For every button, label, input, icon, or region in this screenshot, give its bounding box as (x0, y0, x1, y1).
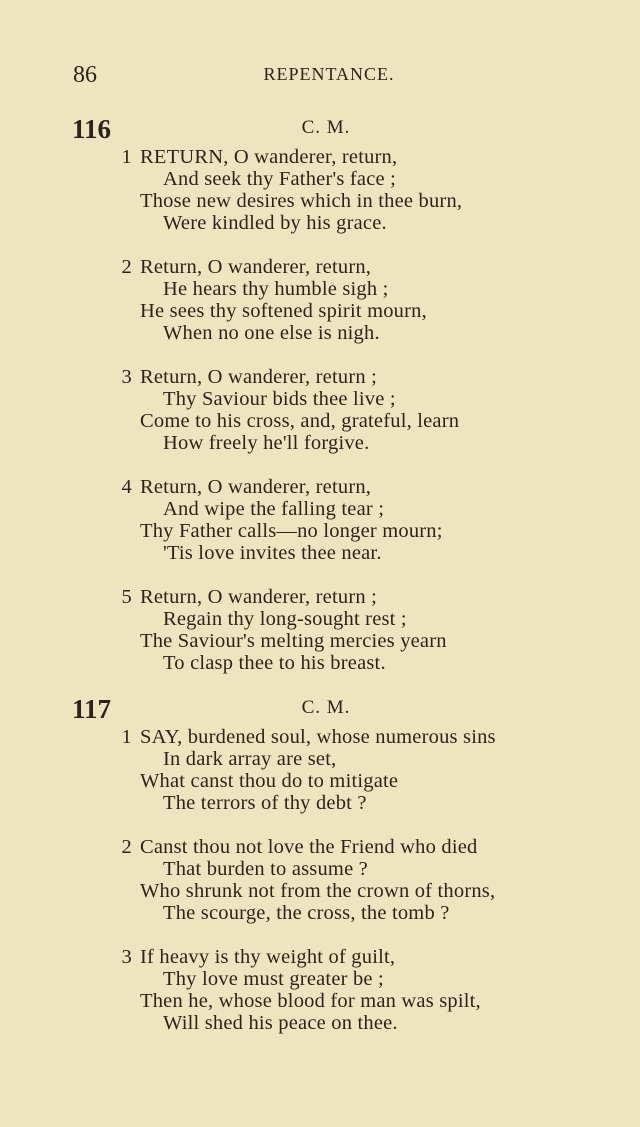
verse-line (0, 652, 640, 674)
verse-line-text: He hears thy humble sigh ; (163, 278, 389, 300)
verse-line (0, 1012, 640, 1034)
verse-line (0, 902, 640, 924)
verse (0, 146, 640, 234)
verse-line (0, 256, 640, 278)
verse-line-text: How freely he'll forgive. (163, 432, 370, 454)
verse-line (0, 168, 640, 190)
verse (0, 366, 640, 454)
verse-number: 5 (121, 586, 132, 608)
verse-line-text: The Saviour's melting mercies yearn (140, 630, 447, 652)
running-title: REPENTANCE. (263, 64, 395, 84)
verse-line (0, 520, 640, 542)
verse-number: 2 (121, 256, 132, 278)
verse-line-text: Regain thy long-sought rest ; (163, 608, 407, 630)
verse-line-text: Come to his cross, and, grateful, learn (140, 410, 460, 432)
verse-line-text: Then he, whose blood for man was spilt, (140, 990, 481, 1012)
verse-line-text: The terrors of thy debt ? (163, 792, 367, 814)
verse-line (0, 586, 640, 608)
verse-line (0, 278, 640, 300)
verse (0, 946, 640, 1034)
verse-line-text: 'Tis love invites thee near. (163, 542, 382, 564)
verse-line (0, 968, 640, 990)
verse-line (0, 190, 640, 212)
verse-line-text: Thy love must greater be ; (163, 968, 384, 990)
verse-line (0, 498, 640, 520)
hymn-meter: C. M. (301, 117, 351, 138)
verse-line-text: Return, O wanderer, return ; (140, 586, 378, 608)
verse-line-text: Will shed his peace on thee. (163, 1012, 398, 1034)
verse-line (0, 146, 640, 168)
verse-line-text: SAY, burdened soul, whose numerous sins (140, 726, 496, 748)
verse-line-text: Those new desires which in thee burn, (140, 190, 463, 212)
verse-line (0, 946, 640, 968)
verse-line (0, 432, 640, 454)
hymn-117 (0, 690, 640, 1056)
verse (0, 586, 640, 674)
verse-line-text: Who shrunk not from the crown of thorns, (140, 880, 496, 902)
hymn-number: 116 (72, 114, 112, 144)
verse-line (0, 792, 640, 814)
verse-line (0, 990, 640, 1012)
verse-line (0, 476, 640, 498)
verse-number: 3 (121, 366, 132, 388)
verse-line-text: Canst thou not love the Friend who died (140, 836, 478, 858)
verse (0, 726, 640, 814)
hymn-meter: C. M. (301, 697, 351, 718)
verse-line-text: If heavy is thy weight of guilt, (140, 946, 396, 968)
hymn-number: 117 (72, 694, 112, 724)
verse-line-text: Return, O wanderer, return ; (140, 366, 378, 388)
verse (0, 836, 640, 924)
verse-number: 3 (121, 946, 132, 968)
verse-number: 2 (121, 836, 132, 858)
verse-line-text: In dark array are set, (163, 748, 337, 770)
verse-line (0, 322, 640, 344)
verse-line (0, 630, 640, 652)
verse-line (0, 748, 640, 770)
verse-line-text: Thy Father calls—no longer mourn; (140, 520, 443, 542)
verse-line (0, 726, 640, 748)
verse-line (0, 608, 640, 630)
verse (0, 476, 640, 564)
verse-line (0, 300, 640, 322)
verse-line-text: To clasp thee to his breast. (163, 652, 386, 674)
verse-line (0, 212, 640, 234)
hymn-header (0, 110, 640, 146)
verse-line (0, 388, 640, 410)
verse-line (0, 858, 640, 880)
verse-line-text: And seek thy Father's face ; (163, 168, 397, 190)
hymn-header (0, 690, 640, 726)
verse-line-text: RETURN, O wanderer, return, (140, 146, 398, 168)
verse-line-text: The scourge, the cross, the tomb ? (163, 902, 450, 924)
verse (0, 256, 640, 344)
verse-line-text: Thy Saviour bids thee live ; (163, 388, 396, 410)
verse-line (0, 770, 640, 792)
page-number: 86 (73, 62, 97, 88)
verse-number: 1 (121, 726, 132, 748)
verse-line-text: That burden to assume ? (163, 858, 368, 880)
verse-line-text: When no one else is nigh. (163, 322, 380, 344)
verse-line-text: Return, O wanderer, return, (140, 476, 372, 498)
verse-line (0, 880, 640, 902)
verse-line (0, 366, 640, 388)
verse-line (0, 542, 640, 564)
hymn-116 (0, 110, 640, 696)
verse-line-text: He sees thy softened spirit mourn, (140, 300, 427, 322)
verse-number: 4 (121, 476, 132, 498)
verse-line (0, 410, 640, 432)
verse-line-text: And wipe the falling tear ; (163, 498, 385, 520)
verse-line-text: Were kindled by his grace. (163, 212, 387, 234)
verse-number: 1 (121, 146, 132, 168)
verse-line-text: Return, O wanderer, return, (140, 256, 372, 278)
verse-line-text: What canst thou do to mitigate (140, 770, 399, 792)
verse-line (0, 836, 640, 858)
